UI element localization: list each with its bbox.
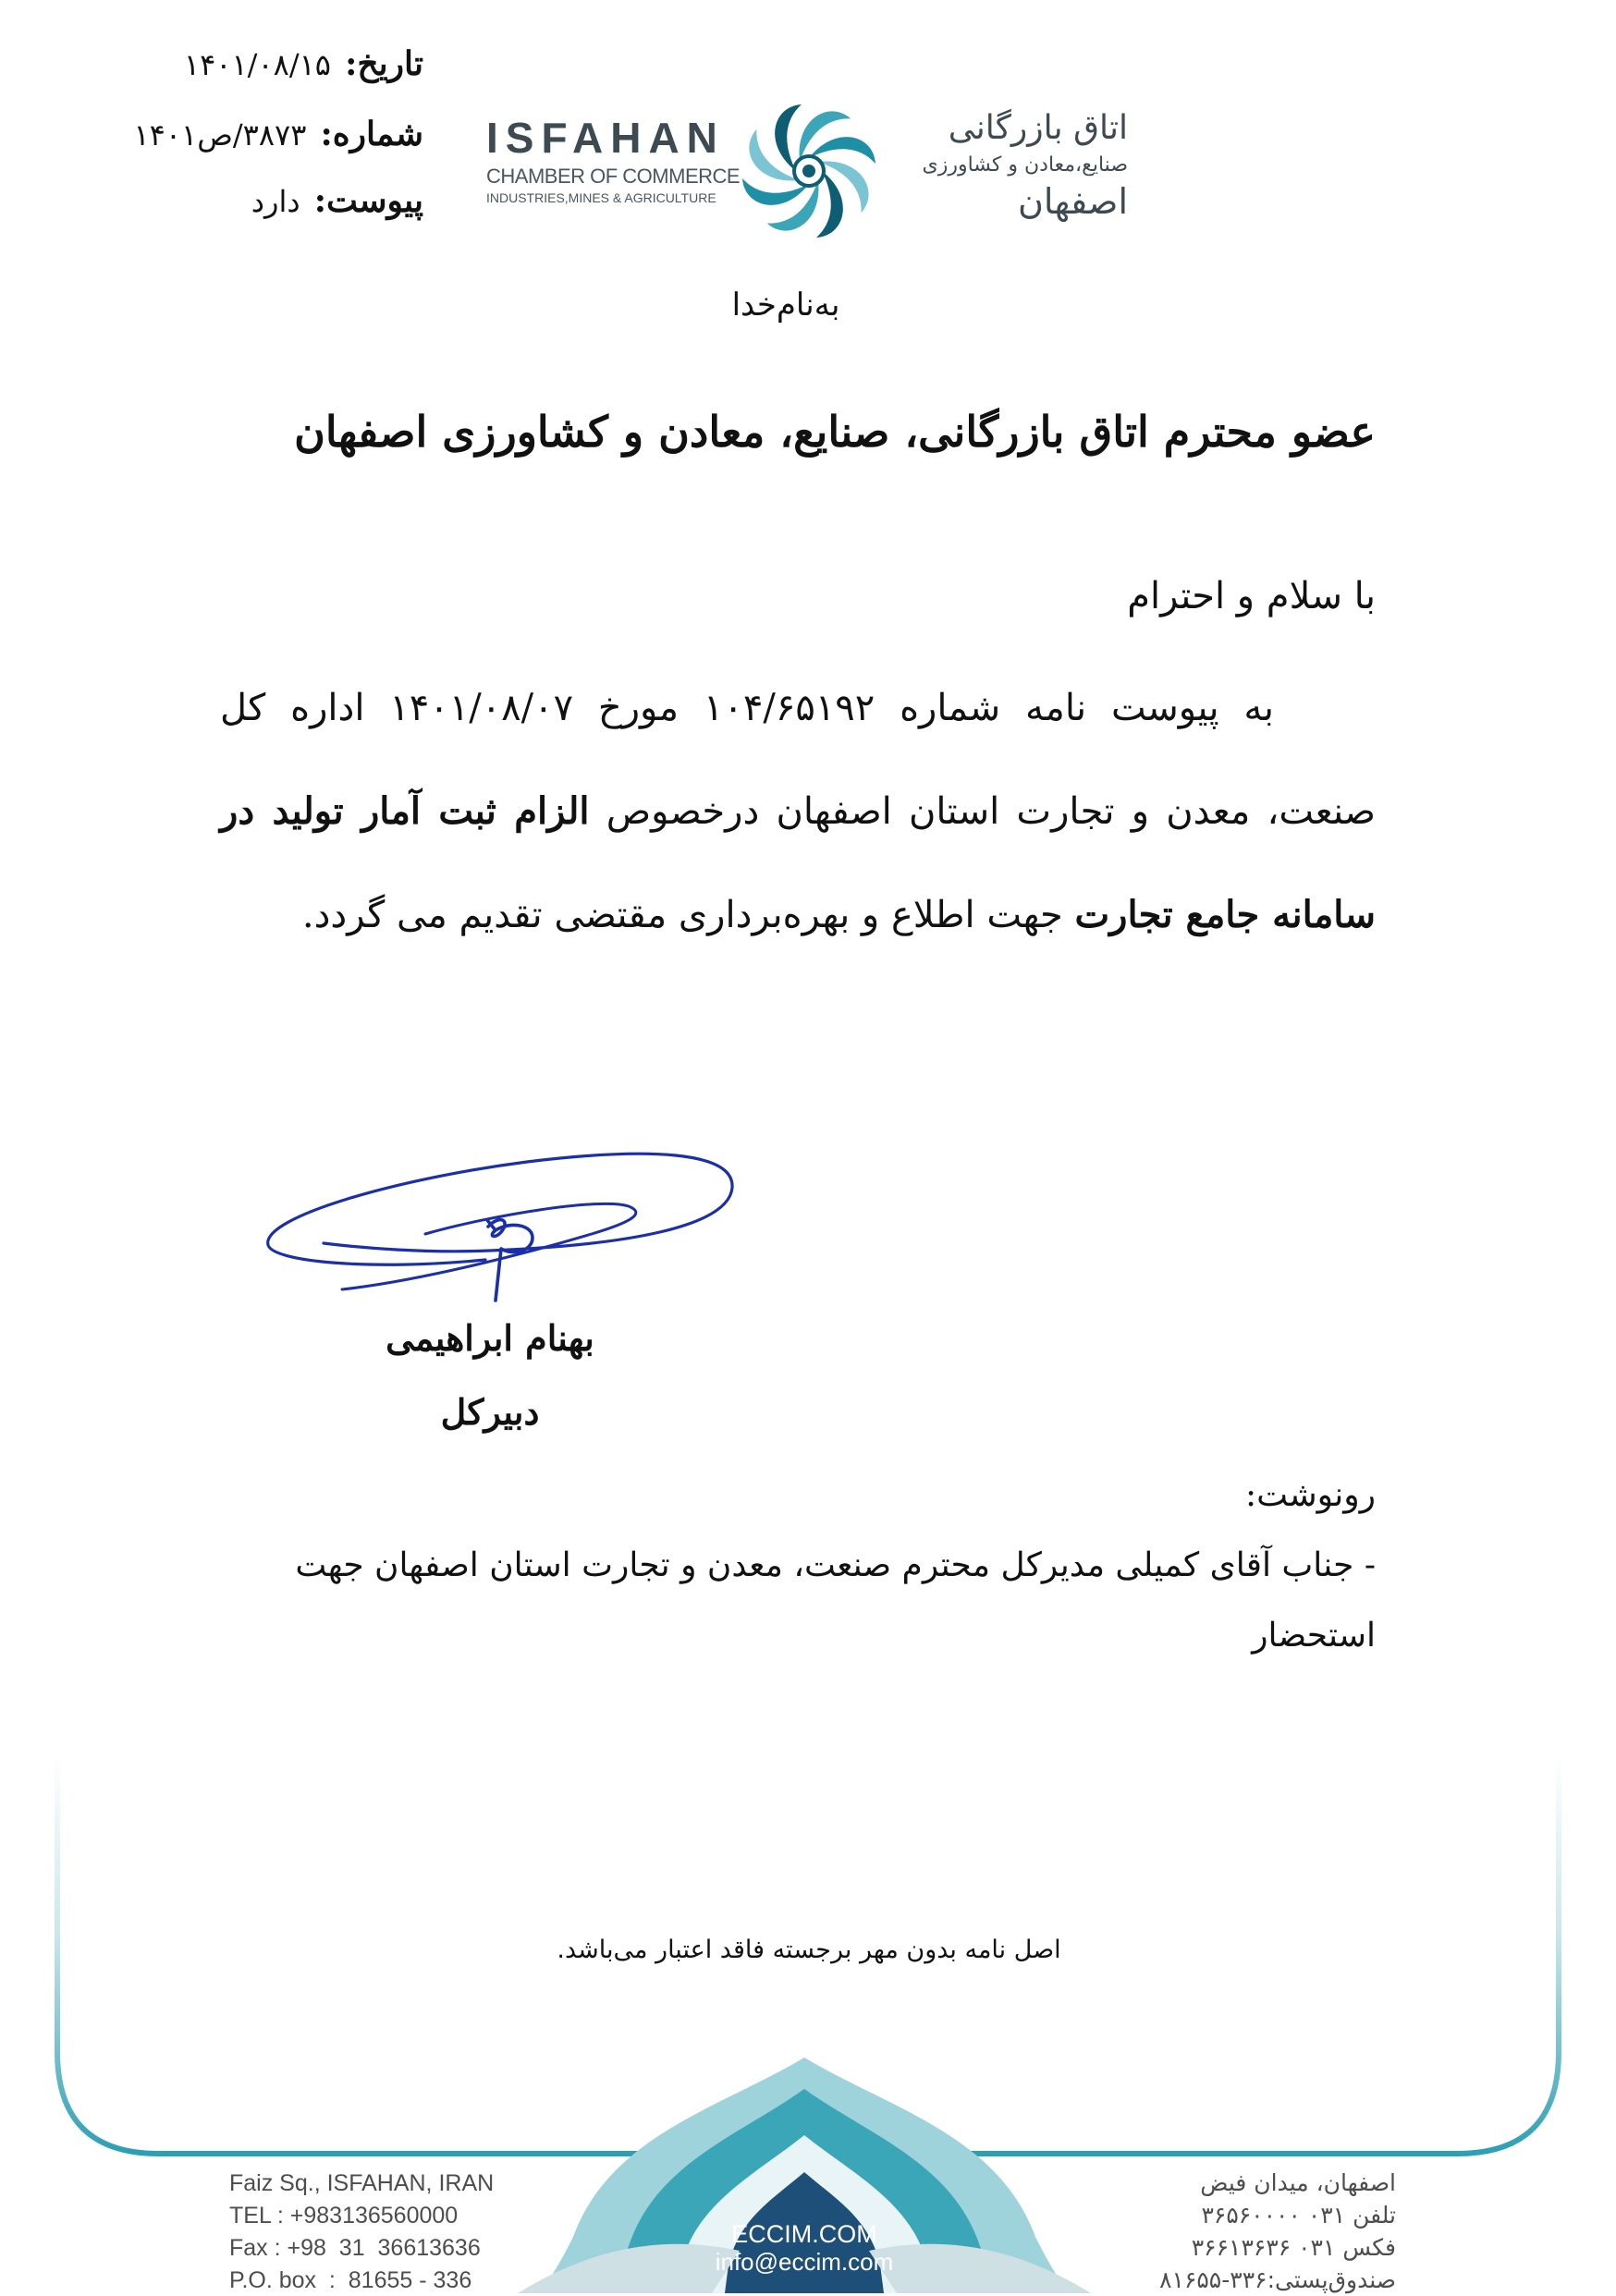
signer-name: بهنام ابراهیمی — [386, 1317, 594, 1359]
date-value: ۱۴۰۱/۰۸/۱۵ — [183, 47, 331, 82]
footer-en-tel: TEL : +983136560000 — [229, 2203, 459, 2229]
logo-fa-line2: صنایع،معادن و کشاورزی — [922, 153, 1128, 177]
logo-fa-line3: اصفهان — [1017, 181, 1128, 222]
logo-en-title: ISFAHAN — [486, 114, 725, 162]
chamber-logo — [481, 92, 1128, 250]
footer-en-po: P.O. box : 81655 - 336 — [229, 2267, 472, 2293]
footer-en-fax: Fax : +98 31 36613636 — [229, 2235, 481, 2261]
attachment-row — [72, 181, 423, 220]
letter-body — [220, 656, 1376, 967]
signer-title: دبیرکل — [440, 1391, 540, 1433]
footer-fa-po: صندوق‌پستی:۳۳۶-۸۱۶۵۵ — [1159, 2266, 1396, 2293]
seal-note: اصل نامه بدون مهر برجسته فاقد اعتبار می‌باشد. — [557, 1936, 1061, 1964]
footer-email: info@eccim.com — [715, 2248, 894, 2276]
footer-web: ECCIM.COM — [731, 2220, 877, 2248]
logo-en-sub1: CHAMBER OF COMMERCE — [486, 165, 741, 188]
number-value: ۳۸۷۳/ص۱۴۰۱ — [133, 117, 307, 153]
cc-line: - جناب آقای کمیلی مدیرکل محترم صنعت، معدن و تجارت استان اصفهان جهت استحضار — [295, 1546, 1376, 1655]
body-part1: به پیوست نامه شماره ۱۰۴/۶۵۱۹۲ مورخ ۱۴۰۱/۰۸/۰۷ اداره کل صنعت، معدن و تجارت استان اصفهان درخصوص — [220, 687, 1376, 833]
handwritten-signature — [259, 1142, 749, 1308]
footer-fa-tel: تلفن ۰۳۱ ۳۶۵۶۰۰۰۰ — [1201, 2202, 1396, 2229]
date-label: تاریخ: — [345, 44, 423, 83]
greeting: با سلام و احترام — [1127, 575, 1376, 617]
number-row — [72, 115, 423, 153]
footer-fa-address: اصفهان، میدان فیض — [1200, 2169, 1396, 2196]
logo-en-sub2: INDUSTRIES,MINES & AGRICULTURE — [486, 190, 716, 205]
recipient-line: عضو محترم اتاق بازرگانی، صنایع، معادن و کشاورزی اصفهان — [294, 407, 1376, 457]
number-label: شماره: — [320, 115, 423, 153]
footer-fa-fax: فکس ۰۳۱ ۳۶۶۱۳۶۳۶ — [1191, 2234, 1396, 2261]
footer-en-address: Faiz Sq., ISFAHAN, IRAN — [229, 2170, 495, 2196]
bismillah: به‌نام‌خدا — [731, 287, 840, 324]
chamber-emblem-icon — [730, 92, 888, 250]
attachment-label: پیوست: — [313, 181, 423, 220]
body-part2: جهت اطلاع و بهره‌برداری مقتضی تقدیم می گردد. — [301, 894, 1075, 936]
cc-label: رونوشت: — [1244, 1476, 1376, 1514]
date-row — [72, 44, 423, 83]
logo-fa-line1: اتاق بازرگانی — [948, 109, 1128, 147]
body-bold-phrase: الزام ثبت آمار تولید در سامانه جامع تجارت — [220, 789, 1376, 936]
attachment-value: دارد — [251, 184, 300, 219]
